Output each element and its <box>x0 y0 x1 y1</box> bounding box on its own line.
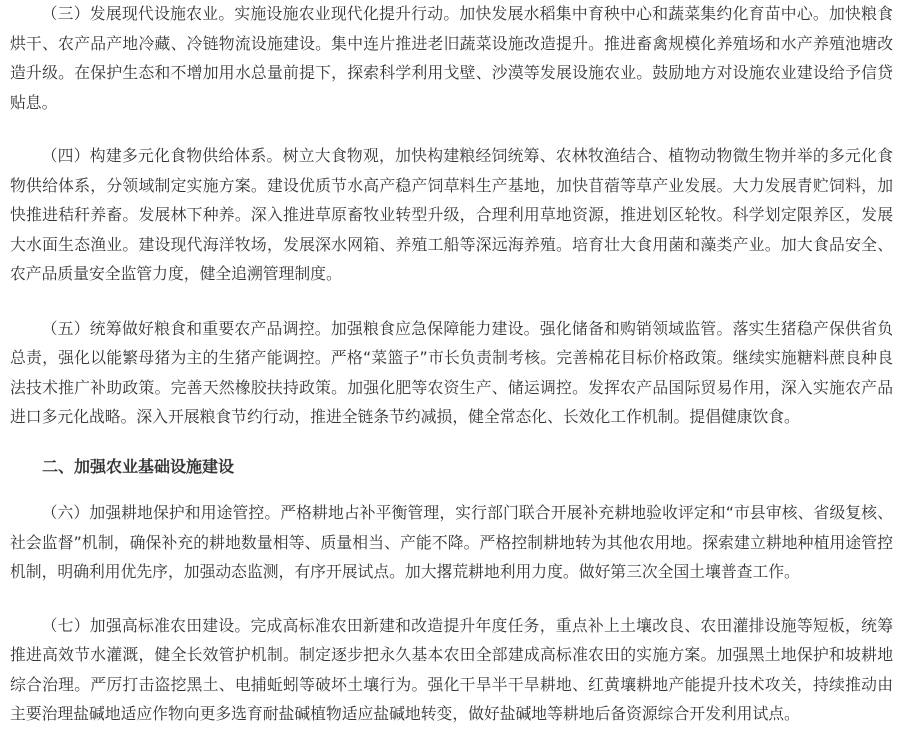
paragraph-modern-facility-agriculture: （三）发展现代设施农业。实施设施农业现代化提升行动。加快发展水稻集中育秧中心和蔬菜集约化育苗中心。加快粮食烘干、农产品产地冷藏、冷链物流设施建设。集中连片推进老旧蔬菜设施改造提升。推进畜禽规模化养殖场和水产养殖池塘改造升级。在保护生态和不增加用水总量前提下，探索科学利用戈壁、沙漠等发展设施农业。鼓励地方对设施农业建设给予信贷贴息。 <box>10 4 893 112</box>
section-heading-infrastructure: 二、加强农业基础设施建设 <box>42 456 235 476</box>
paragraph-high-standard-farmland: （七）加强高标准农田建设。完成高标准农田新建和改造提升年度任务，重点补上土壤改良、农田灌排设施等短板，统筹推进高效节水灌溉，健全长效管护机制。制定逐步把永久基本农田全部建成高标准农田的实施方案。加强黑土地保护和坡耕地综合治理。严厉打击盗挖黑土、电捕蚯蚓等破坏土壤行为。强化干旱半干旱耕地、红黄壤耕地产能提升技术攻关，持续推动由主要治理盐碱地适应作物向更多选育耐盐碱植物适应盐碱地转变，做好盐碱地等耕地后备资源综合开发利用试点。 <box>10 615 893 723</box>
paragraph-grain-regulation: （五）统筹做好粮食和重要农产品调控。加强粮食应急保障能力建设。强化储备和购销领域监管。落实生猪稳产保供省负总责，强化以能繁母猪为主的生猪产能调控。严格“菜篮子”市长负责制考核。完善棉花目标价格政策。继续实施糖料蔗良种良法技术推广补助政策。完善天然橡胶扶持政策。加强化肥等农资生产、储运调控。发挥农产品国际贸易作用，深入实施农产品进口多元化战略。深入开展粮食节约行动，推进全链条节约减损，健全常态化、长效化工作机制。提倡健康饮食。 <box>10 318 893 426</box>
paragraph-diversified-food-supply: （四）构建多元化食物供给体系。树立大食物观，加快构建粮经饲统筹、农林牧渔结合、植物动物微生物并举的多元化食物供给体系，分领域制定实施方案。建设优质节水高产稳产饲草料生产基地，加快苜蓿等草产业发展。大力发展青贮饲料，加快推进秸秆养畜。发展林下种养。深入推进草原畜牧业转型升级，合理利用草地资源，推进划区轮牧。科学划定限养区，发展大水面生态渔业。建设现代海洋牧场，发展深水网箱、养殖工船等深远海养殖。培育壮大食用菌和藻类产业。加大食品安全、农产品质量安全监管力度，健全追溯管理制度。 <box>10 146 893 283</box>
paragraph-farmland-protection: （六）加强耕地保护和用途管控。严格耕地占补平衡管理，实行部门联合开展补充耕地验收评定和“市县审核、省级复核、社会监督”机制，确保补充的耕地数量相等、质量相当、产能不降。严格控制耕地转为其他农用地。探索建立耕地种植用途管控机制，明确利用优先序，加强动态监测，有序开展试点。加大撂荒耕地利用力度。做好第三次全国土壤普查工作。 <box>10 503 893 581</box>
